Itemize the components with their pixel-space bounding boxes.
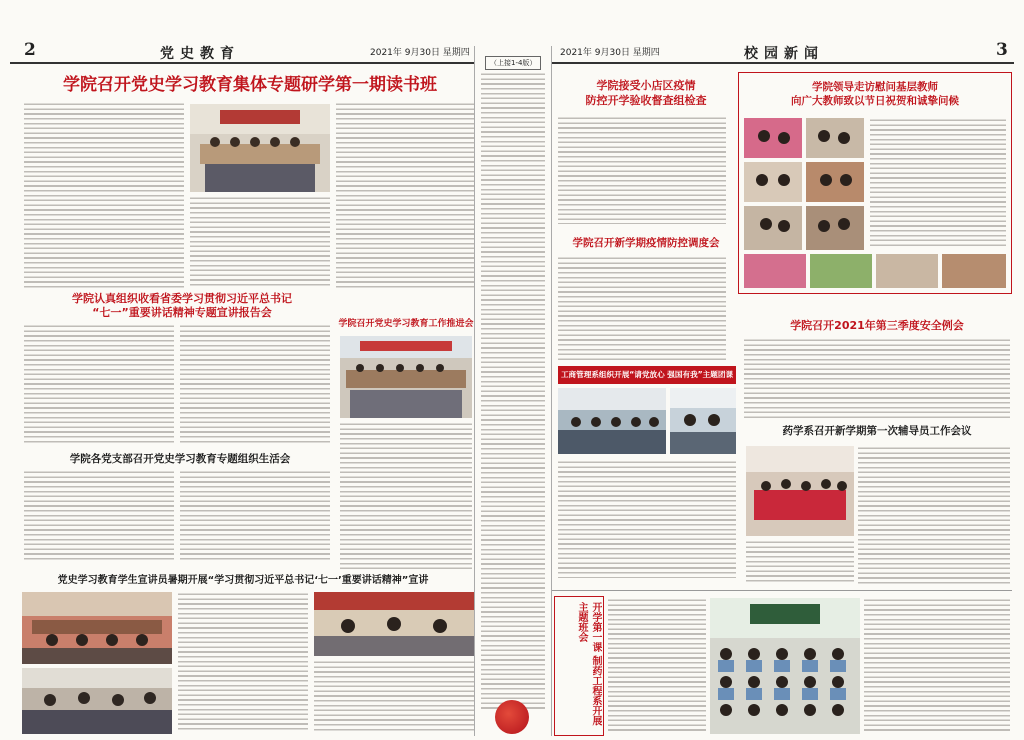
section-divider [552, 590, 1012, 591]
article-body-text [24, 470, 174, 562]
article-body-text [864, 598, 1010, 734]
left-page-date: 2021年 9月30日 星期四 [370, 48, 470, 58]
article-title-line: 主题班会 [576, 602, 587, 642]
article-body-text [178, 592, 308, 732]
lecturers-photo-2 [22, 668, 172, 734]
article-title-safety-meeting: 学院召开2021年第三季度安全例会 [790, 319, 964, 332]
left-page-header [0, 40, 512, 62]
article-body-text [870, 118, 1006, 248]
league-lesson-photo-2 [670, 388, 736, 454]
article-title-line: 向广大教师致以节日祝贺和诚挚问候 [791, 95, 959, 107]
article-title-teachers-day [740, 80, 1010, 108]
article-title-line: 开学第一课 [590, 602, 601, 652]
left-section-title: 党史教育 [160, 46, 240, 62]
lecturers-photo-1 [22, 592, 172, 664]
league-lesson-title-bar [558, 366, 736, 384]
first-lesson-classroom-photo [710, 598, 860, 734]
article-title-epidemic-inspection [558, 78, 734, 108]
left-page-number: 2 [24, 40, 36, 60]
article-body-text [314, 660, 474, 732]
article-body-text [24, 324, 174, 444]
continuation-label: （上接1-4版） [485, 56, 541, 70]
article-body-text [558, 116, 726, 224]
lecturers-photo-3 [314, 592, 474, 656]
article-body-text [180, 470, 330, 562]
article-body-text [746, 540, 854, 584]
article-body-text [24, 102, 184, 288]
league-lesson-photo-1 [558, 388, 666, 454]
right-header-rule [522, 62, 1014, 64]
right-page-date: 2021年 9月30日 星期四 [560, 48, 660, 58]
article-title-line: 防控开学验收督查组检查 [585, 94, 707, 107]
article-title-branch-meeting: 学院各党支部召开党史学习教育专题组织生活会 [69, 453, 291, 465]
teachers-visit-photo-strip [744, 254, 1006, 288]
party-emblem-icon [495, 700, 529, 734]
article-body-text [558, 460, 736, 578]
article-body-text [744, 338, 1010, 418]
article-title-reading-class: 学院召开党史学习教育集体专题研学第一期读书班 [63, 75, 437, 95]
article-title-first-lesson [556, 602, 602, 732]
article-body-text [608, 598, 706, 734]
right-page-header [512, 40, 1024, 62]
article-body-text [190, 196, 330, 288]
article-title-league-lesson: 工商管理系组织开展“请党放心 强国有我”主题团课 [560, 370, 734, 379]
article-body-text [858, 446, 1010, 584]
article-body-text [336, 102, 476, 288]
article-title-counselor-meeting: 药学系召开新学期第一次辅导员工作会议 [782, 425, 972, 437]
teachers-visit-photo-grid [744, 118, 864, 250]
article-title-mourning-report [22, 292, 342, 320]
article-title-line: 学院认真组织收看省委学习贯彻习近平总书记 [72, 292, 292, 305]
reading-class-photo [190, 104, 330, 192]
article-body-text [340, 422, 472, 570]
right-newspaper-page [512, 0, 1024, 740]
progress-meeting-photo [340, 336, 472, 418]
article-title-progress-meeting: 学院召开党史学习教育工作推进会 [338, 319, 474, 329]
article-title-line: 学院领导走访慰问基层教师 [812, 81, 938, 93]
article-body-text [558, 256, 726, 360]
right-section-title: 校园新闻 [744, 46, 824, 62]
right-page-number: 3 [996, 40, 1008, 60]
article-body-text [180, 324, 330, 444]
article-title-line: “七一”重要讲话精神专题宣讲报告会 [92, 306, 272, 319]
counselor-meeting-photo [746, 446, 854, 536]
article-title-line: 学院接受小店区疫情 [596, 79, 696, 92]
left-header-rule [10, 62, 502, 64]
continuation-column [474, 46, 552, 736]
article-title-student-lecturers: 党史学习教育学生宣讲员暑期开展“学习贯彻习近平总书记‘七一’重要讲话精神”宣讲 [57, 575, 429, 586]
article-title-line: 制药工程系开展 [590, 655, 601, 726]
continuation-body-text [481, 72, 545, 712]
article-title-epidemic-dispatch: 学院召开新学期疫情防控调度会 [572, 237, 720, 249]
